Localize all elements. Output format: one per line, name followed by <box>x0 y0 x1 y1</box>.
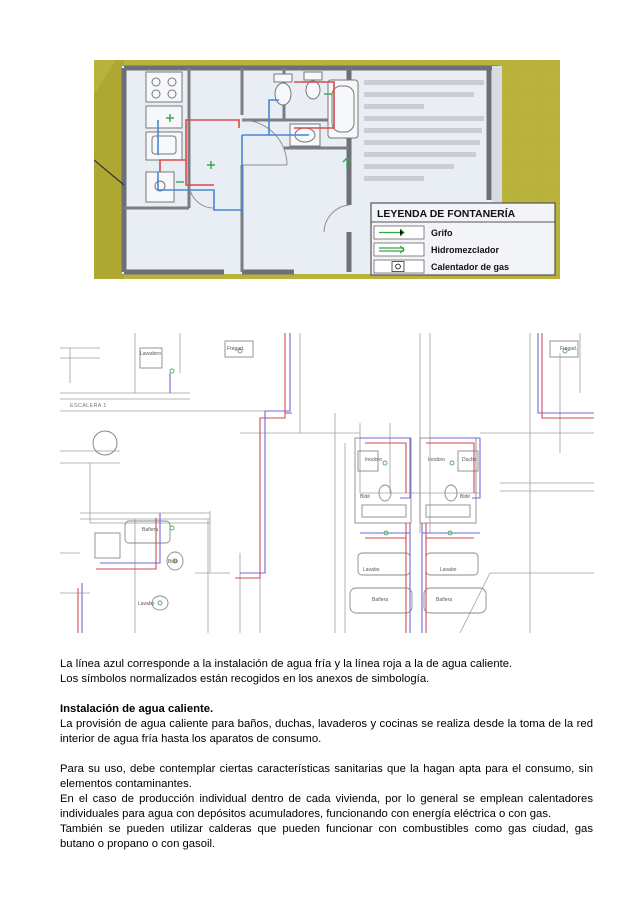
paragraph-sanitary: Para su uso, debe contemplar ciertas características sanitarias que la hagan apta para el consumo, sin elementos contaminantes. <box>60 763 593 790</box>
label-fregadero-left: Fregad. <box>227 346 245 352</box>
symbols-sentence: Los símbolos normalizados están recogidos en los anexos de simbología. <box>60 673 430 685</box>
label-inodoro-right: Inodoro <box>428 457 445 463</box>
label-ducha: Ducha <box>462 457 477 463</box>
section-heading: Instalación de agua caliente. <box>60 703 214 715</box>
plumbing-floor-plan-image <box>94 60 560 279</box>
label-bidet-center-right: Bidé <box>460 494 471 500</box>
label-bidet-center-left: Bidé <box>360 494 371 500</box>
cad-plumbing-plan-image <box>60 333 594 633</box>
label-banera-center-right: Bañera <box>436 597 453 603</box>
paragraph-individual-production: En el caso de producción individual dentro de cada vivienda, por lo general se emplean calentadores individuales para agua con depósitos acumuladores, funcionando con energía eléctrica o con gas. <box>60 793 593 820</box>
legend-item-calentador: Calentador de gas <box>431 262 510 272</box>
paragraph-boilers: También se pueden utilizar calderas que pueden funcionar con combustibles como gas ciudad, gas butano o propano o con gasoil. <box>60 823 593 850</box>
label-banera-left: Bañera <box>142 527 159 533</box>
pipe-colors-sentence: La línea azul corresponde a la instalación de agua fría y la línea roja a la de agua caliente. <box>60 658 513 670</box>
gas-heater-symbol-icon <box>392 262 404 272</box>
legend-item-hidromezclador: Hidromezclador <box>431 245 500 255</box>
legend-item-grifo: Grifo <box>431 228 453 238</box>
label-lavabo-left: Lavabo <box>138 601 155 607</box>
plumbing-legend <box>371 203 555 275</box>
document-body <box>60 657 593 852</box>
label-inodoro-left: Inodoro <box>365 457 382 463</box>
label-lavabo-center-left: Lavabo <box>363 567 380 573</box>
label-fregadero-right: Fregad. <box>560 346 578 352</box>
label-lavabo-center-right: Lavabo <box>440 567 457 573</box>
legend-title: LEYENDA DE FONTANERÍA <box>377 208 516 220</box>
paragraph-provision: La provisión de agua caliente para baños, duchas, lavaderos y cocinas se realiza desde la toma de la red interior de agua fría hasta los aparatos de consumo. <box>60 718 593 745</box>
stair-label: ESCALERA 1 <box>70 403 107 409</box>
label-bidet-left: Bidé <box>168 559 179 565</box>
label-banera-center-left: Bañera <box>372 597 389 603</box>
label-lavadero: Lavadero <box>140 351 161 357</box>
